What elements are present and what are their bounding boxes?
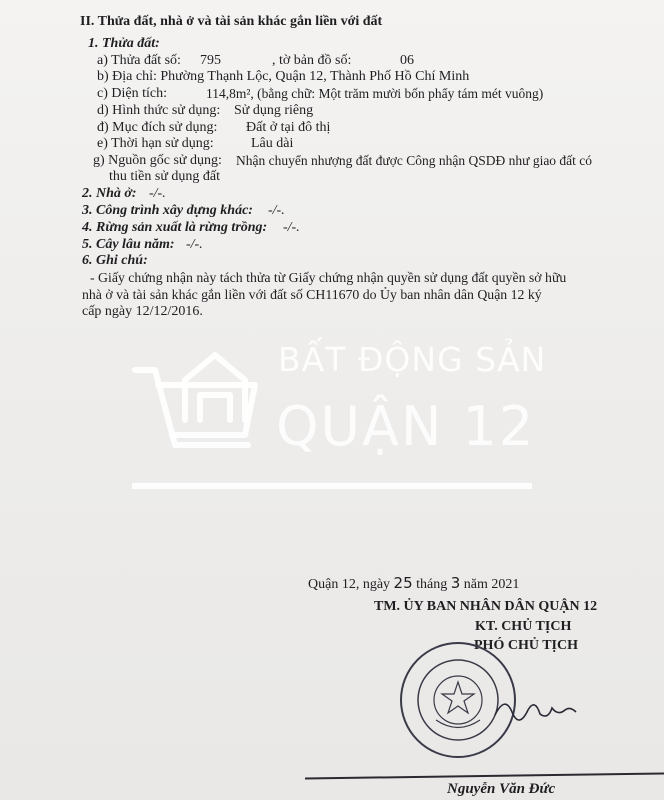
parcel-number: 795 <box>200 53 221 68</box>
date-line <box>308 575 519 593</box>
perennial-value: -/-. <box>186 237 203 252</box>
map-sheet-label: , tờ bản đồ số: <box>272 53 352 68</box>
forest-value: -/-. <box>283 220 300 235</box>
house-label: 2. Nhà ở: <box>82 186 137 201</box>
origin-line1: Nhận chuyển nhượng đất được Công nhận QSDĐ như giao đất có <box>236 153 593 168</box>
term-value: Lâu dài <box>251 136 294 151</box>
signer-name: Nguyễn Văn Đức <box>447 781 556 797</box>
construction-value: -/-. <box>268 203 285 218</box>
signer-title1: KT. CHỦ TỊCH <box>475 619 572 634</box>
star-icon <box>442 682 474 713</box>
usage-form-label: d) Hình thức sử dụng: <box>97 103 221 118</box>
year-label: năm <box>463 577 488 592</box>
land-heading: 1. Thửa đất: <box>88 36 160 51</box>
house-value: -/-. <box>149 186 166 201</box>
watermark-line2: QUẬN 12 <box>276 395 536 458</box>
month-label: tháng <box>416 577 448 592</box>
origin-label: g) Nguồn gốc sử dụng: <box>93 153 222 168</box>
forest-label: 4. Rừng sản xuất là rừng trồng: <box>82 220 268 235</box>
notes-label: 6. Ghi chú: <box>82 253 148 268</box>
address-line: b) Địa chỉ: Phường Thạnh Lộc, Quận 12, Thành Phố Hồ Chí Minh <box>97 69 470 84</box>
section-title: II. Thửa đất, nhà ở và tài sản khác gắn liền với đất <box>80 14 383 29</box>
place-label: Quận 12, ngày <box>308 577 391 592</box>
term-label: e) Thời hạn sử dụng: <box>97 136 214 151</box>
watermark-underline <box>132 483 532 489</box>
purpose-label: đ) Mục đích sử dụng: <box>97 120 218 135</box>
purpose-value: Đất ở tại đô thị <box>246 120 331 135</box>
notes-line1: - Giấy chứng nhận này tách thửa từ Giấy chứng nhận quyền sử dụng đất quyền sở hữu <box>90 270 567 285</box>
perennial-label: 5. Cây lâu năm: <box>82 237 175 252</box>
signature-line <box>305 772 664 779</box>
date-day: 25 <box>393 574 413 592</box>
notes-line3: cấp ngày 12/12/2016. <box>82 304 203 319</box>
signer-title2: PHÓ CHỦ TỊCH <box>474 638 578 653</box>
date-month: 3 <box>450 574 461 592</box>
date-year: 2021 <box>491 577 520 592</box>
map-sheet-number: 06 <box>400 53 414 68</box>
signature-scribble <box>490 690 580 730</box>
origin-line2: thu tiền sử dụng đất <box>109 169 221 184</box>
parcel-label: a) Thửa đất số: <box>97 53 181 68</box>
area-label: c) Diện tích: <box>97 86 167 101</box>
usage-form-value: Sử dụng riêng <box>234 103 314 118</box>
area-value: 114,8m², (bằng chữ: Một trăm mười bốn phẩy tám mét vuông) <box>206 86 544 101</box>
construction-label: 3. Công trình xây dựng khác: <box>82 203 253 218</box>
watermark-line1: BẤT ĐỘNG SẢN <box>278 340 547 379</box>
notes-line2: nhà ở và tài sản khác gắn liền với đất số CH11670 do Ủy ban nhân dân Quận 12 ký <box>82 287 542 302</box>
org-line: TM. ỦY BAN NHÂN DÂN QUẬN 12 <box>374 599 598 614</box>
